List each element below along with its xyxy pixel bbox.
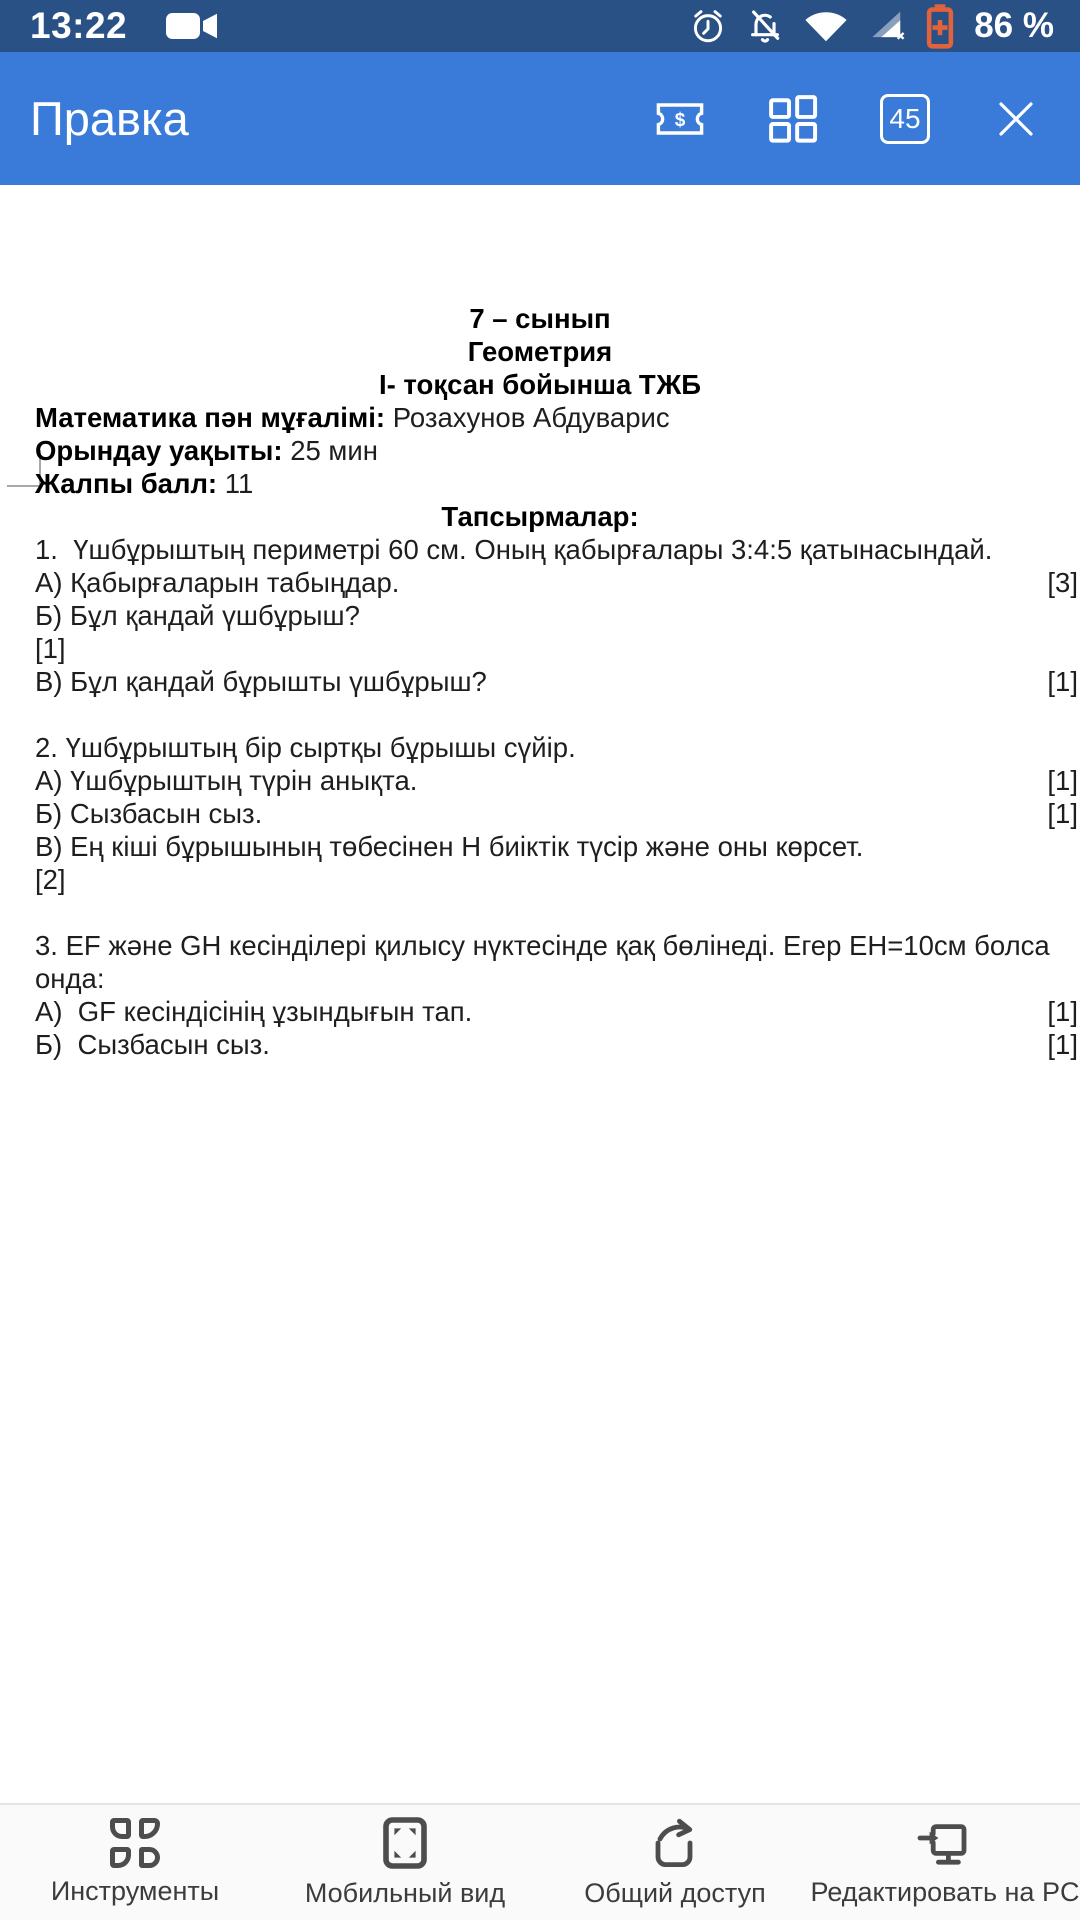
tools-label: Инструменты (50, 1876, 220, 1906)
page-count-badge[interactable] (880, 94, 930, 144)
doc-line: В) Бұл қандай бұрышты үшбұрыш? [1] (35, 666, 1078, 697)
doc-line: 7 – сынып (469, 303, 611, 334)
doc-line: А) Үшбұрыштың түрін анықта. [1] (35, 765, 1078, 796)
tools-grid-icon (110, 1818, 160, 1868)
battery-saver-icon (926, 3, 954, 49)
doc-line: І- тоқсан бойынша ТЖБ (378, 369, 702, 400)
doc-line: Б) Бұл қандай үшбұрыш? (35, 600, 360, 631)
doc-line: Математика пән мұғалімі: Розахунов Абдуварис (35, 402, 670, 433)
share-button[interactable] (540, 1805, 810, 1920)
doc-line: онда: (35, 963, 105, 994)
edit-on-pc-label: Редактировать на PC (810, 1877, 1080, 1907)
components-grid-icon[interactable] (768, 94, 818, 144)
mobile-view-label: Мобильный вид (304, 1878, 506, 1908)
doc-line: А) Қабырғаларын табыңдар. [3] (35, 567, 1078, 598)
bottom-toolbar (0, 1803, 1080, 1920)
doc-line: Геометрия (467, 336, 613, 367)
document-page[interactable] (0, 185, 1080, 1803)
mobile-view-button[interactable] (270, 1805, 540, 1920)
share-label: Общий доступ (584, 1878, 766, 1908)
app-bar (0, 52, 1080, 185)
status-bar (0, 0, 1080, 52)
alarm-clock-icon (690, 7, 726, 45)
video-camera-icon (165, 11, 219, 41)
doc-line: [1] (35, 633, 66, 664)
doc-line (35, 698, 1080, 731)
premium-ticket-icon[interactable] (654, 98, 706, 140)
doc-line: 1. Үшбұрыштың периметрі 60 см. Оның қабырғалары 3:4:5 қатынасындай. (35, 534, 993, 565)
page-count-value: 45 (889, 102, 921, 134)
battery-percent: 86 % (974, 6, 1054, 45)
edit-on-pc-icon (916, 1817, 974, 1869)
close-icon[interactable] (992, 95, 1040, 143)
doc-line: Б) Сызбасын сыз. [1] (35, 798, 1078, 829)
doc-line: Жалпы балл: 11 (35, 468, 254, 499)
doc-line: Б) Сызбасын сыз. [1] (35, 1029, 1078, 1060)
wifi-icon (804, 10, 848, 42)
doc-line: 2. Үшбұрыштың бір сыртқы бұрышы сүйір. (35, 732, 576, 763)
doc-line: 3. EF және GH кесінділері қилысу нүктесінде қақ бөлінеді. Егер ЕН=10см болса (35, 930, 1050, 961)
doc-line (35, 896, 1080, 929)
doc-line: Орындау уақыты: 25 мин (35, 435, 378, 466)
share-icon (647, 1816, 703, 1870)
doc-line: [2] (35, 864, 66, 895)
edit-on-pc-button[interactable] (810, 1805, 1080, 1920)
cell-signal-no-data-icon (868, 10, 906, 42)
dollar-glyph: $ (674, 109, 686, 131)
doc-line: А) GF кесіндісінің ұзындығын тап. [1] (35, 996, 1078, 1027)
doc-line: В) Ең кіші бұрышының төбесінен Н биіктік түсір және оны көрсет. (35, 831, 864, 862)
doc-line: Тапсырмалар: (441, 501, 639, 532)
tools-button[interactable] (0, 1805, 270, 1920)
mobile-view-icon (382, 1816, 428, 1870)
status-time: 13:22 (30, 5, 128, 46)
document-text (0, 302, 1080, 1061)
notifications-off-icon (746, 7, 784, 45)
edit-mode-title[interactable]: Правка (30, 92, 189, 145)
